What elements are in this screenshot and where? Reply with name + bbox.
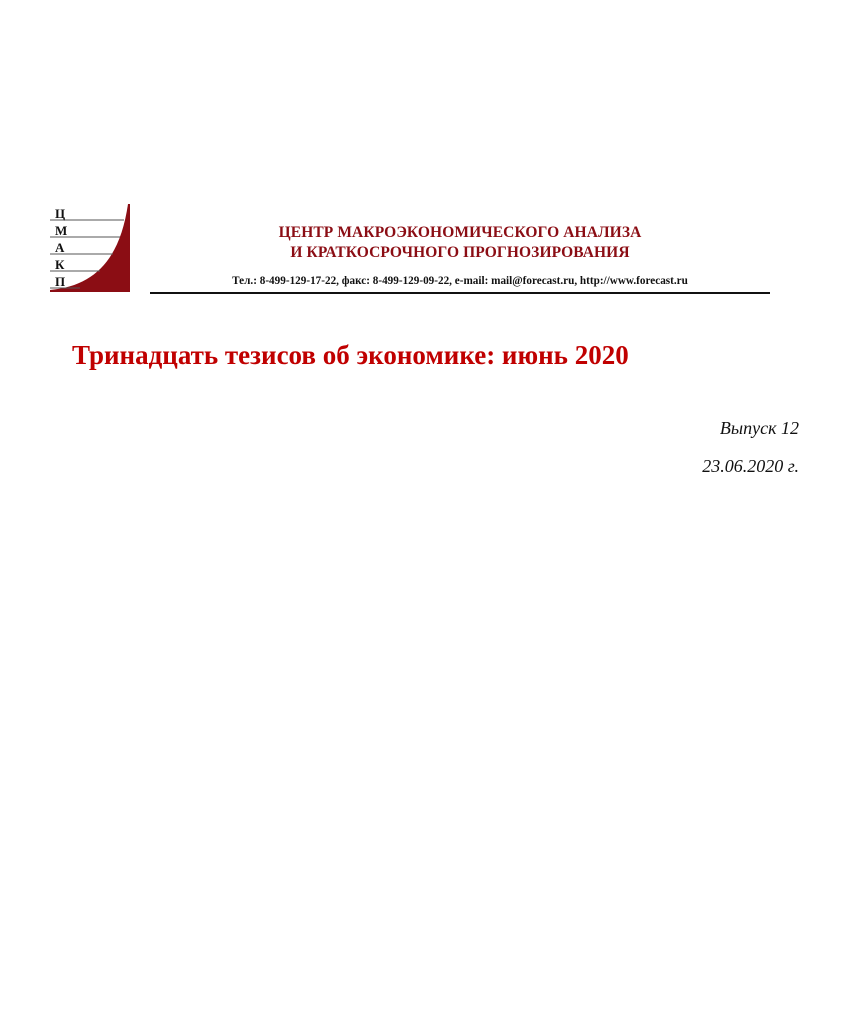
issue-date: 23.06.2020 г.: [702, 456, 799, 476]
issue-number: Выпуск 12: [719, 418, 799, 438]
logo-letter: К: [55, 257, 65, 272]
header-rule: [150, 292, 770, 294]
cmakp-logo: [50, 204, 130, 294]
logo-letter: Ц: [55, 206, 66, 221]
logo-letter: П: [55, 274, 66, 289]
logo-letter: М: [55, 223, 68, 238]
org-name-line-1: ЦЕНТР МАКРОЭКОНОМИЧЕСКОГО АНАЛИЗА: [278, 224, 642, 241]
org-name-line-2: И КРАТКОСРОЧНОГО ПРОГНОЗИРОВАНИЯ: [290, 244, 630, 261]
document-title: Тринадцать тезисов об экономике: июнь 2020: [72, 340, 629, 370]
contact-info: Тел.: 8-499-129-17-22, факс: 8-499-129-09-22, e-mail: mail@forecast.ru, http://www.forecast.ru: [232, 275, 688, 287]
logo-letter: А: [55, 240, 65, 255]
